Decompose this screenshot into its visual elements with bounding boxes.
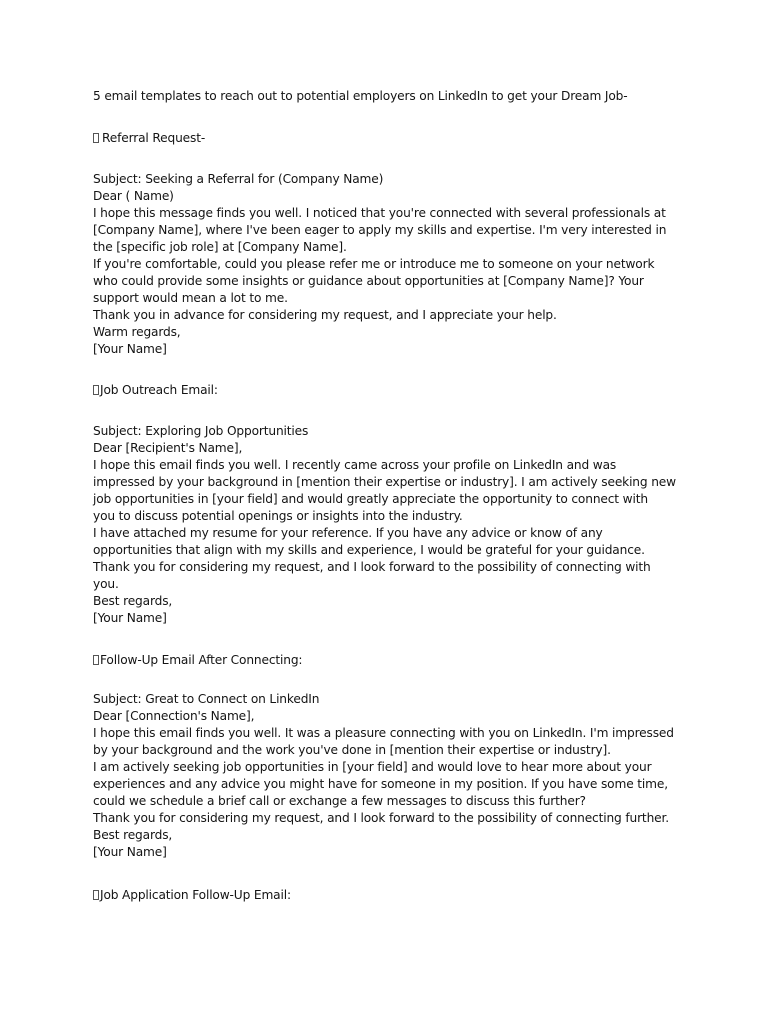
email-signature: [Your Name]: [93, 611, 167, 625]
email-body-line: the [specific job role] at [Company Name].: [93, 240, 347, 254]
email-body-line: [Company Name], where I've been eager to apply my skills and expertise. I'm very interested in: [93, 223, 667, 237]
missing-glyph-icon: [93, 385, 99, 395]
email-body-line: job opportunities in [your field] and would greatly appreciate the opportunity to connect with: [93, 492, 648, 506]
section-heading-job-application-follow-up: Job Application Follow-Up Email:: [93, 887, 291, 904]
email-body-line: I hope this email finds you well. It was a pleasure connecting with you on LinkedIn. I'm impressed: [93, 726, 674, 740]
document-title: 5 email templates to reach out to potential employers on LinkedIn to get your Dream Job-: [93, 89, 628, 103]
email-body-line: opportunities that align with my skills and experience, I would be grateful for your guidance.: [93, 543, 645, 557]
section-heading-job-outreach: Job Outreach Email:: [93, 382, 218, 399]
email-salutation: Dear [Recipient's Name],: [93, 441, 243, 455]
email-salutation: Dear ( Name): [93, 189, 174, 203]
email-signature: [Your Name]: [93, 845, 167, 859]
email-body-line: support would mean a lot to me.: [93, 291, 288, 305]
email-body-line: Thank you for considering my request, and I look forward to the possibility of connecting with: [93, 560, 651, 574]
section-heading-follow-up-after-connecting: Follow-Up Email After Connecting:: [93, 652, 302, 669]
email-body-line: Thank you in advance for considering my request, and I appreciate your help.: [93, 308, 557, 322]
email-body-line: I have attached my resume for your reference. If you have any advice or know of any: [93, 526, 603, 540]
email-subject: Subject: Great to Connect on LinkedIn: [93, 692, 320, 706]
section-heading-referral-request: Referral Request-: [93, 130, 205, 147]
email-body-line: by your background and the work you've done in [mention their expertise or industry].: [93, 743, 611, 757]
email-body-line: you to discuss potential openings or insights into the industry.: [93, 509, 463, 523]
email-body-line: impressed by your background in [mention their expertise or industry]. I am actively seeking new: [93, 475, 676, 489]
email-body-line: could we schedule a brief call or exchange a few messages to discuss this further?: [93, 794, 586, 808]
email-body-line: you.: [93, 577, 119, 591]
email-subject: Subject: Exploring Job Opportunities: [93, 424, 309, 438]
email-body-line: who could provide some insights or guidance about opportunities at [Company Name]? Your: [93, 274, 644, 288]
email-body-line: I hope this message finds you well. I noticed that you're connected with several professionals at: [93, 206, 666, 220]
missing-glyph-icon: [93, 133, 99, 143]
email-signature: [Your Name]: [93, 342, 167, 356]
email-signoff: Warm regards,: [93, 325, 181, 339]
missing-glyph-icon: [93, 890, 99, 900]
missing-glyph-icon: [93, 655, 99, 665]
email-body-line: I hope this email finds you well. I recently came across your profile on LinkedIn and was: [93, 458, 617, 472]
email-body-line: I am actively seeking job opportunities in [your field] and would love to hear more about your: [93, 760, 652, 774]
email-signoff: Best regards,: [93, 594, 173, 608]
email-signoff: Best regards,: [93, 828, 173, 842]
email-salutation: Dear [Connection's Name],: [93, 709, 255, 723]
email-subject: Subject: Seeking a Referral for (Company Name): [93, 172, 384, 186]
email-body-line: If you're comfortable, could you please refer me or introduce me to someone on your network: [93, 257, 655, 271]
email-body-line: experiences and any advice you might have for someone in my position. If you have some time,: [93, 777, 668, 791]
email-body-line: Thank you for considering my request, and I look forward to the possibility of connecting further.: [93, 811, 669, 825]
